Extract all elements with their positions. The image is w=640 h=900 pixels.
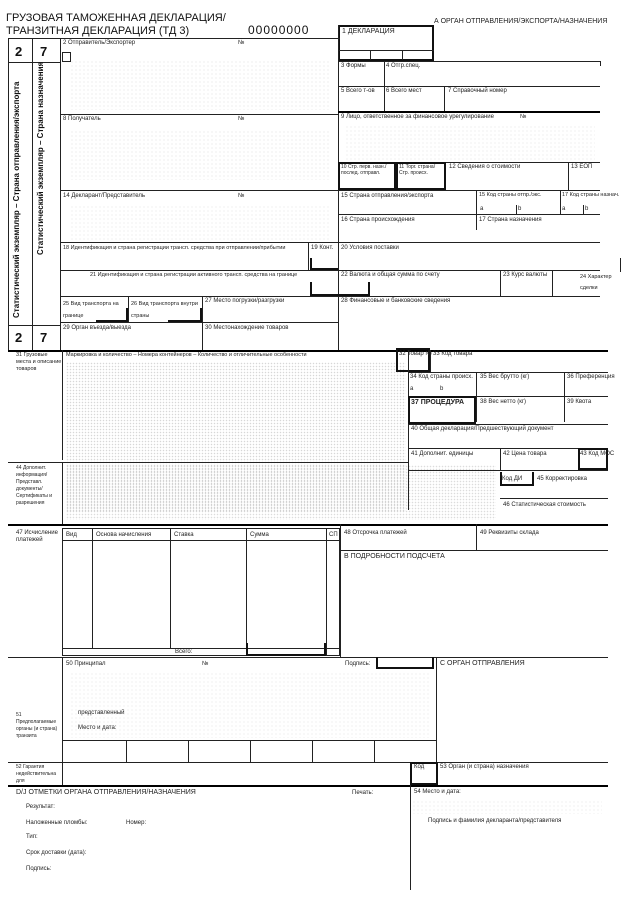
box40-label[interactable]: 40 Общая декларация/Предшествующий документ xyxy=(411,426,554,432)
box52-kod: Код xyxy=(414,764,425,770)
box49-label[interactable]: 49 Реквизиты склада xyxy=(480,530,539,536)
pechat-label: Печать: xyxy=(352,790,374,796)
serial-number: 00000000 xyxy=(248,23,310,37)
box4-label[interactable]: 4 Отгр.спец. xyxy=(386,63,421,69)
box24-label[interactable]: 24 Характер сделки xyxy=(580,274,612,291)
box39-label[interactable]: 39 Квота xyxy=(567,399,592,405)
tip-label: Тип: xyxy=(26,834,38,840)
copy-digit-7-bottom: 7 xyxy=(40,330,48,345)
box17-label[interactable]: 17 Страна назначения xyxy=(479,217,542,223)
box27-label[interactable]: 27 Место погрузки/разгрузки xyxy=(205,298,285,304)
box31-marking[interactable]: Маркировка и количество – Номера контейнеров – Количество и отличительные особенности xyxy=(66,352,307,358)
box34-a: a xyxy=(410,386,414,392)
box2-num: № xyxy=(238,40,245,46)
box2-fill xyxy=(70,60,330,110)
box44-fill xyxy=(66,465,496,520)
box15a-b: b xyxy=(518,206,522,212)
box46-label[interactable]: 46 Статистическая стоимость xyxy=(503,502,586,508)
form-title-line2: ТРАНЗИТНАЯ ДЕКЛАРАЦИЯ (ТД 3) xyxy=(6,25,190,37)
box38-label[interactable]: 38 Вес нетто (кг) xyxy=(480,399,527,405)
section-c-label: С ОРГАН ОТПРАВЛЕНИЯ xyxy=(440,660,525,667)
col-summa: Сумма xyxy=(250,532,269,538)
box22-label[interactable]: 22 Валюта и общая сумма по счету xyxy=(341,272,440,278)
box17a-a: a xyxy=(562,206,566,212)
nomer-label: Номер: xyxy=(126,820,147,826)
box18-label[interactable]: 18 Идентификация и страна регистрации трансп. средства при отправлении/прибытии xyxy=(63,245,286,251)
plomby-label: Наложенные пломбы: xyxy=(26,820,88,826)
box52-label[interactable]: 52 Гарантия недействительна для xyxy=(16,764,57,784)
box7-label[interactable]: 7 Справочный номер xyxy=(448,88,507,94)
box50-label[interactable]: 50 Принципал xyxy=(66,661,106,667)
box14-num: № xyxy=(238,193,245,199)
box9-fill xyxy=(345,125,595,160)
col-stavka: Ставка xyxy=(174,532,194,538)
srok-label: Срок доставки (дата): xyxy=(26,850,87,856)
box54-sign-label: Подпись и фамилия декларанта/представителя xyxy=(428,818,562,824)
box45-label[interactable]: 45 Корректировка xyxy=(537,476,587,482)
box8-num: № xyxy=(238,116,245,122)
box11-label[interactable]: 11 Торг. страна/Стр. происх. xyxy=(399,164,436,176)
box8-fill xyxy=(70,130,330,180)
box23-label[interactable]: 23 Курс валюты xyxy=(503,272,548,278)
podpis2-label: Подпись: xyxy=(26,866,52,872)
box20-label[interactable]: 20 Условия поставки xyxy=(341,245,399,251)
box1-label[interactable]: 1 ДЕКЛАРАЦИЯ xyxy=(342,28,395,35)
section-a-label: А ОРГАН ОТПРАВЛЕНИЯ/ЭКСПОРТА/НАЗНАЧЕНИЯ xyxy=(434,18,608,25)
box54-label[interactable]: 54 Место и дата: xyxy=(414,789,461,795)
box13-label[interactable]: 13 ЕОП xyxy=(571,164,593,170)
box32-label[interactable]: 32 Товар № xyxy=(399,351,432,357)
box31-label[interactable]: 31 Грузовые места и описание товаров xyxy=(16,352,62,372)
box34-label[interactable]: 34 Код страны происх. xyxy=(410,374,473,380)
box10-label[interactable]: 10 Стр. перв. назн./послед. отправл. xyxy=(341,164,387,176)
box25-label[interactable]: 25 Вид транспорта на границе xyxy=(63,301,119,319)
box17a-label[interactable]: 17 Код страны назнач. xyxy=(562,192,620,198)
box37-label[interactable]: 37 ПРОЦЕДУРА xyxy=(411,399,465,406)
box47-label[interactable]: 47 Исчисление платежей xyxy=(16,530,58,543)
col-osnova: Основа начисления xyxy=(96,532,152,538)
kod-di-label: Код ДИ xyxy=(502,476,523,482)
box48-label[interactable]: 48 Отсрочка платежей xyxy=(344,530,407,536)
box9-num: № xyxy=(520,114,527,120)
box2-label[interactable]: 2 Отправитель/Экспортер xyxy=(63,40,136,46)
box8-label[interactable]: 8 Получатель xyxy=(63,116,101,122)
copy-label-destination: Статистический экземпляр – Страна назначения xyxy=(36,61,45,255)
box6-label[interactable]: 6 Всего мест xyxy=(386,88,422,94)
box44-label[interactable]: 44 Дополнит. информация/ Представл. документы/ Сертификаты и разрешения xyxy=(16,465,53,506)
section-v-label: В ПОДРОБНОСТИ ПОДСЧЕТА xyxy=(344,553,445,560)
form-title-line1: ГРУЗОВАЯ ТАМОЖЕННАЯ ДЕКЛАРАЦИЯ/ xyxy=(6,12,226,24)
box33-label[interactable]: 33 Код товара xyxy=(433,351,473,357)
box53-label[interactable]: 53 Орган (и страна) назначения xyxy=(440,764,529,770)
copy-digit-2-top: 2 xyxy=(15,44,23,59)
box50-num: № xyxy=(202,661,209,667)
copy-digit-2-bottom: 2 xyxy=(15,330,23,345)
box3-label[interactable]: 3 Формы xyxy=(341,63,366,69)
predstav-label: представленный xyxy=(78,710,125,716)
box14-label[interactable]: 14 Декларант/Представитель xyxy=(63,193,146,199)
box9-label[interactable]: 9 Лицо, ответственное за финансовое урегулирование xyxy=(341,114,494,120)
box21-label[interactable]: 21 Идентификация и страна регистрации активного трансп. средства на границе xyxy=(90,272,298,278)
box5-label[interactable]: 5 Всего т-ов xyxy=(341,88,375,94)
box28-label[interactable]: 28 Финансовые и банковские сведения xyxy=(341,298,451,304)
box50-podpis: Подпись: xyxy=(345,661,371,667)
copy-digit-7-top: 7 xyxy=(40,44,48,59)
section-d-label: D/J ОТМЕТКИ ОРГАНА ОТПРАВЛЕНИЯ/НАЗНАЧЕНИЯ xyxy=(16,789,196,796)
box43-label[interactable]: 43 Код МОС xyxy=(580,451,615,457)
box12-label[interactable]: 12 Сведения о стоимости xyxy=(449,164,521,170)
box41-label[interactable]: 41 Дополнит. единицы xyxy=(411,451,474,457)
box15a-label[interactable]: 15 Код страны отпр./экс. xyxy=(479,192,542,198)
box15-label[interactable]: 15 Страна отправления/экспорта xyxy=(341,193,434,199)
box26-label[interactable]: 26 Вид транспорта внутри страны xyxy=(131,301,198,319)
col-sp: СП xyxy=(329,532,338,538)
copy-label-export: Статистический экземпляр – Страна отправления/экспорта xyxy=(12,81,21,318)
col-vid: Вид xyxy=(66,532,77,538)
box17a-b: b xyxy=(585,206,589,212)
box35-label[interactable]: 35 Вес брутто (кг) xyxy=(480,374,530,380)
box30-label[interactable]: 30 Местонахождение товаров xyxy=(205,325,289,331)
box42-label[interactable]: 42 Цена товара xyxy=(503,451,547,457)
mesto-data-label: Место и дата: xyxy=(78,725,117,731)
box19-label[interactable]: 19 Конт. xyxy=(311,245,334,251)
box50-fill xyxy=(70,672,430,738)
box54-fill xyxy=(412,800,602,814)
vsego-label: Всего: xyxy=(175,649,193,655)
box36-label[interactable]: 36 Преференция xyxy=(567,374,615,380)
box29-label[interactable]: 29 Орган въезда/выезда xyxy=(63,325,131,331)
rezultat-label: Результат: xyxy=(26,804,55,810)
box51-label[interactable]: 51 Предполагаемые органы (и страна) транзита xyxy=(16,712,58,739)
box34-b: b xyxy=(440,386,444,392)
box16-label[interactable]: 16 Страна происхождения xyxy=(341,217,415,223)
box15a-a: a xyxy=(480,206,484,212)
box14-fill xyxy=(70,205,330,240)
